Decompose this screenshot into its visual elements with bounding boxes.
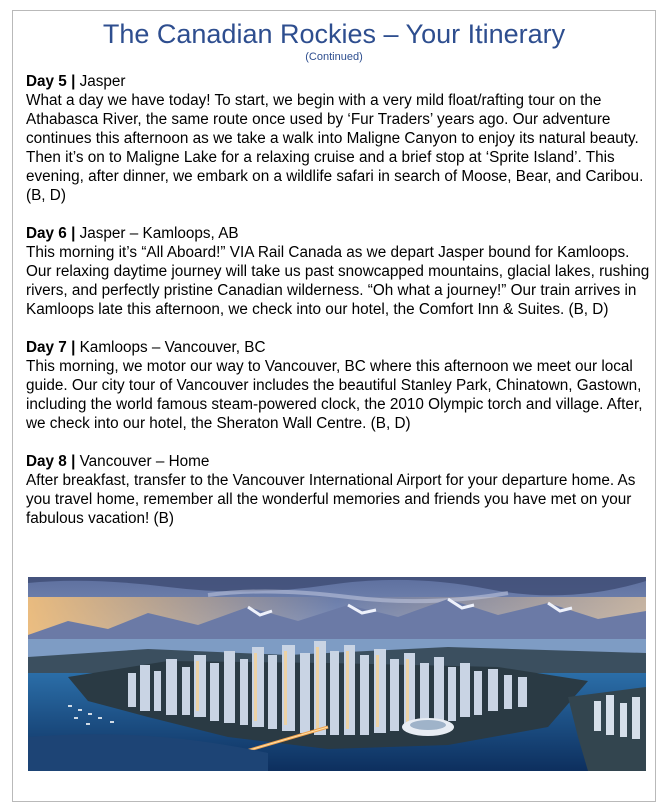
day-heading [26,338,654,357]
day-description: What a day we have today! To start, we begin with a very mild float/rafting tour on the Athabasca River, the same route once used by ‘Fur Traders’ years ago. Our adventure continues this afternoon as we take a walk into Maligne Canyon to enjoy its natural beauty. Then it’s on to Maligne Lake for a relaxing cruise and a brief stop at ‘Sprite Island’. This evening, after dinner, we embark on a wildlife safari in search of Moose, Bear, and Caribou. (B, D) [26,92,644,204]
day-heading [26,452,654,471]
day-location: Vancouver – Home [75,453,210,470]
day-label: Day 6 | [26,225,76,242]
day-label: Day 7 | [26,339,76,356]
day-location: Kamloops – Vancouver, BC [75,339,266,356]
day-heading [26,72,654,91]
day-location: Jasper [75,73,126,90]
day-entry-5 [26,72,654,205]
vancouver-skyline-photo [28,577,646,771]
day-entry-8 [26,452,654,528]
page-subtitle: (Continued) [305,51,363,63]
day-label: Day 5 | [26,73,76,90]
day-entry-6 [26,224,654,319]
day-description: After breakfast, transfer to the Vancouver International Airport for your departure home. As you travel home, remember all the wonderful memories and friends you have met on your fabulous vacation! (B) [26,472,636,527]
day-description: This morning it’s “All Aboard!” VIA Rail Canada as we depart Jasper bound for Kamloops. Our relaxing daytime journey will take us past snowcapped mountains, glacial lakes, rushing rivers, and perfectly pristine Canadian wilderness. “Oh what a journey!” Our train arrives in Kamloops late this afternoon, we check into our hotel, the Comfort Inn & Suites. (B, D) [26,244,650,318]
day-label: Day 8 | [26,453,76,470]
day-heading [26,224,654,243]
page-title: The Canadian Rockies – Your Itinerary [102,19,566,49]
day-description: This morning, we motor our way to Vancouver, BC where this afternoon we meet our local guide. Our city tour of Vancouver includes the beautiful Stanley Park, Chinatown, Gastown, including the world famous steam-powered clock, the 2010 Olympic torch and village. After, we check into our hotel, the Sheraton Wall Centre. (B, D) [26,358,643,432]
day-entry-7 [26,338,654,433]
itinerary-days [26,72,654,547]
day-location: Jasper – Kamloops, AB [75,225,239,242]
